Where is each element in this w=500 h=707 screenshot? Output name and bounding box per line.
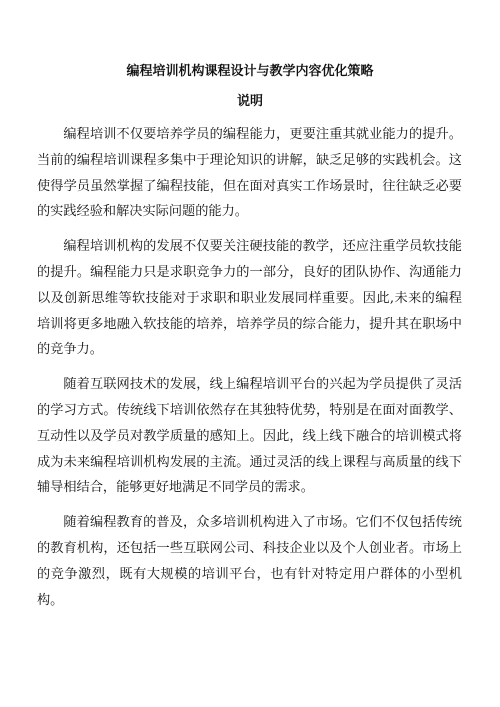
paragraph: 随着互联网技术的发展，线上编程培训平台的兴起为学员提供了灵活的学习方式。传统线下培训依然存在其独特优势，特别是在面对面教学、互动性以及学员对教学质量的感知上。因此，线上线下融合的培训模式将成为未来编程培训机构发展的主流。通过灵活的线上课程与高质量的线下辅导相结合，能够更好地满足不同学员的需求。 [37,377,462,496]
paragraph: 编程培训不仅要培养学员的编程能力，更要注重其就业能力的提升。当前的编程培训课程多集中于理论知识的讲解，缺乏足够的实践机会。这使得学员虽然掌握了编程技能，但在面对真实工作场景时，往往缺乏必要的实践经验和解决实际问题的能力。 [37,127,462,220]
paragraph: 编程培训机构的发展不仅要关注硬技能的教学，还应注重学员软技能的提升。编程能力只是求职竞争力的一部分，良好的团队协作、沟通能力以及创新思维等软技能对于求职和职业发展同样重要。因此,未来的编程培训将更多地融入软技能的培养，培养学员的综合能力，提升其在职场中的竞争力。 [37,239,462,358]
document-body [37,122,462,622]
document-title: 编程培训机构课程设计与教学内容优化策略 [126,64,374,79]
section-heading: 说明 [236,94,263,109]
paragraph: 随着编程教育的普及，众多培训机构进入了市场。它们不仅包括传统的教育机构，还包括一些互联网公司、科技企业以及个人创业者。市场上的竞争激烈，既有大规模的培训平台，也有针对特定用户群体的小型机构。 [37,515,462,608]
